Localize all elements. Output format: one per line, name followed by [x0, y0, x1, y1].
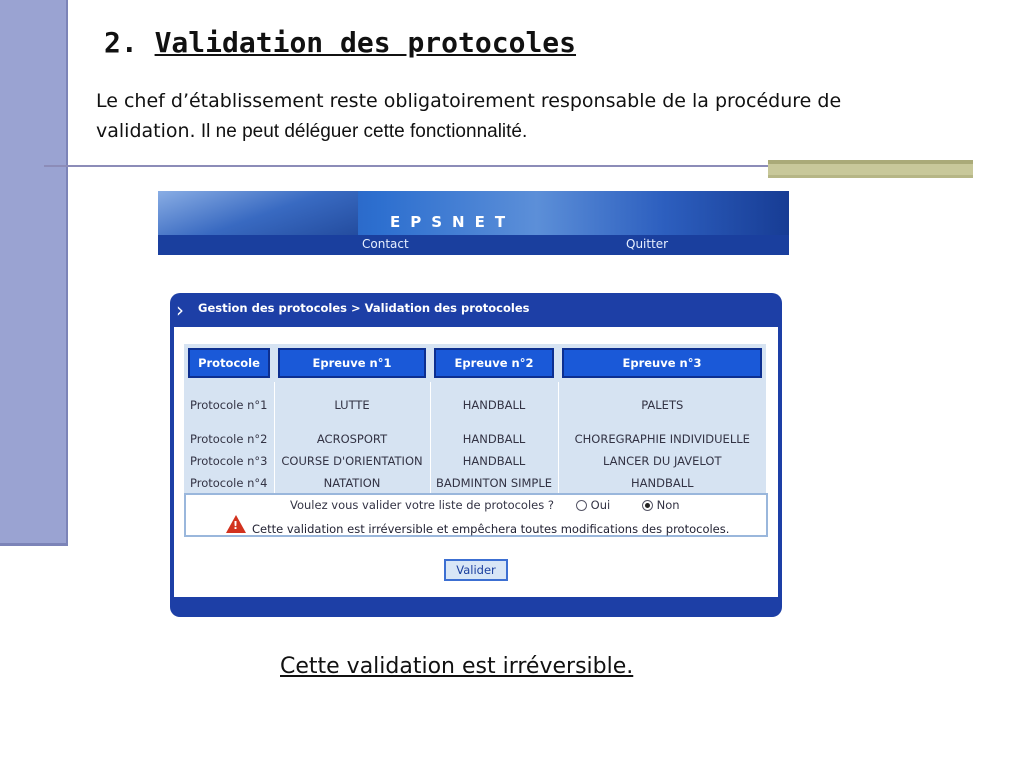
cell-epreuve-3: PALETS [558, 382, 766, 428]
cell-protocole: Protocole n°3 [190, 454, 268, 468]
warning-text: Cette validation est irréversible et empêchera toutes modifications des protocoles. [252, 522, 730, 536]
banner-nav-stripe [158, 235, 789, 255]
cell-epreuve-2: HANDBALL [430, 428, 558, 450]
validate-button[interactable]: Valider [444, 559, 508, 581]
divider-accent [768, 160, 973, 178]
cell-protocole: Protocole n°1 [190, 398, 268, 412]
radio-non-label: Non [656, 498, 680, 512]
cell-epreuve-3: LANCER DU JAVELOT [558, 450, 766, 472]
cell-epreuve-2: HANDBALL [430, 450, 558, 472]
radio-oui[interactable] [576, 498, 610, 512]
radio-oui-label: Oui [590, 498, 611, 512]
cell-epreuve-2: BADMINTON SIMPLE [430, 472, 558, 494]
column-header-epreuve-1: Epreuve n°1 [274, 344, 430, 382]
nav-quitter-link[interactable]: Quitter [626, 237, 669, 251]
cell-epreuve-1: LUTTE [274, 382, 430, 428]
cell-epreuve-3: HANDBALL [558, 472, 766, 494]
cell-epreuve-1: ACROSPORT [274, 428, 430, 450]
cell-protocole: Protocole n°2 [190, 432, 268, 446]
breadcrumb: Gestion des protocoles > Validation des protocoles [198, 301, 530, 315]
confirmation-box [184, 493, 768, 537]
column-header-protocole: Protocole [184, 344, 274, 382]
cell-epreuve-1: COURSE D'ORIENTATION [274, 450, 430, 472]
table-row [184, 472, 766, 494]
cell-epreuve-1: NATATION [274, 472, 430, 494]
protocol-table [184, 344, 766, 494]
table-row [184, 382, 766, 428]
slide-caption: Cette validation est irréversible. [280, 654, 634, 679]
cell-protocole: Protocole n°4 [190, 476, 268, 490]
nav-contact-link[interactable]: Contact [362, 237, 409, 251]
title-text: Validation des protocoles [154, 26, 577, 59]
app-brand: EPSNET [390, 213, 516, 231]
slide-title [104, 26, 576, 59]
slide-left-bar [0, 0, 68, 546]
column-header-epreuve-2: Epreuve n°2 [430, 344, 558, 382]
intro-paragraph [96, 86, 896, 147]
cell-epreuve-2: HANDBALL [430, 382, 558, 428]
table-row [184, 450, 766, 472]
column-header-epreuve-3: Epreuve n°3 [558, 344, 766, 382]
radio-checked-icon[interactable] [642, 500, 653, 511]
validation-question: Voulez vous valider votre liste de protocoles ? [290, 498, 554, 512]
table-row [184, 428, 766, 450]
title-number: 2. [104, 26, 138, 59]
warning-exclamation-icon: ! [233, 519, 239, 532]
app-banner [158, 191, 789, 255]
radio-non[interactable] [642, 498, 680, 512]
radio-circle-icon[interactable] [576, 500, 587, 511]
cell-epreuve-3: CHOREGRAPHIE INDIVIDUELLE [558, 428, 766, 450]
table-header-row [184, 344, 766, 382]
chevron-right-icon: › [176, 298, 184, 322]
intro-text-b: Il ne peut déléguer cette fonctionnalité. [195, 121, 528, 142]
intro-text-a: Le chef d’établissement reste obligatoirement responsable de la procédure de validation. [96, 90, 842, 142]
app-screenshot [158, 191, 789, 626]
